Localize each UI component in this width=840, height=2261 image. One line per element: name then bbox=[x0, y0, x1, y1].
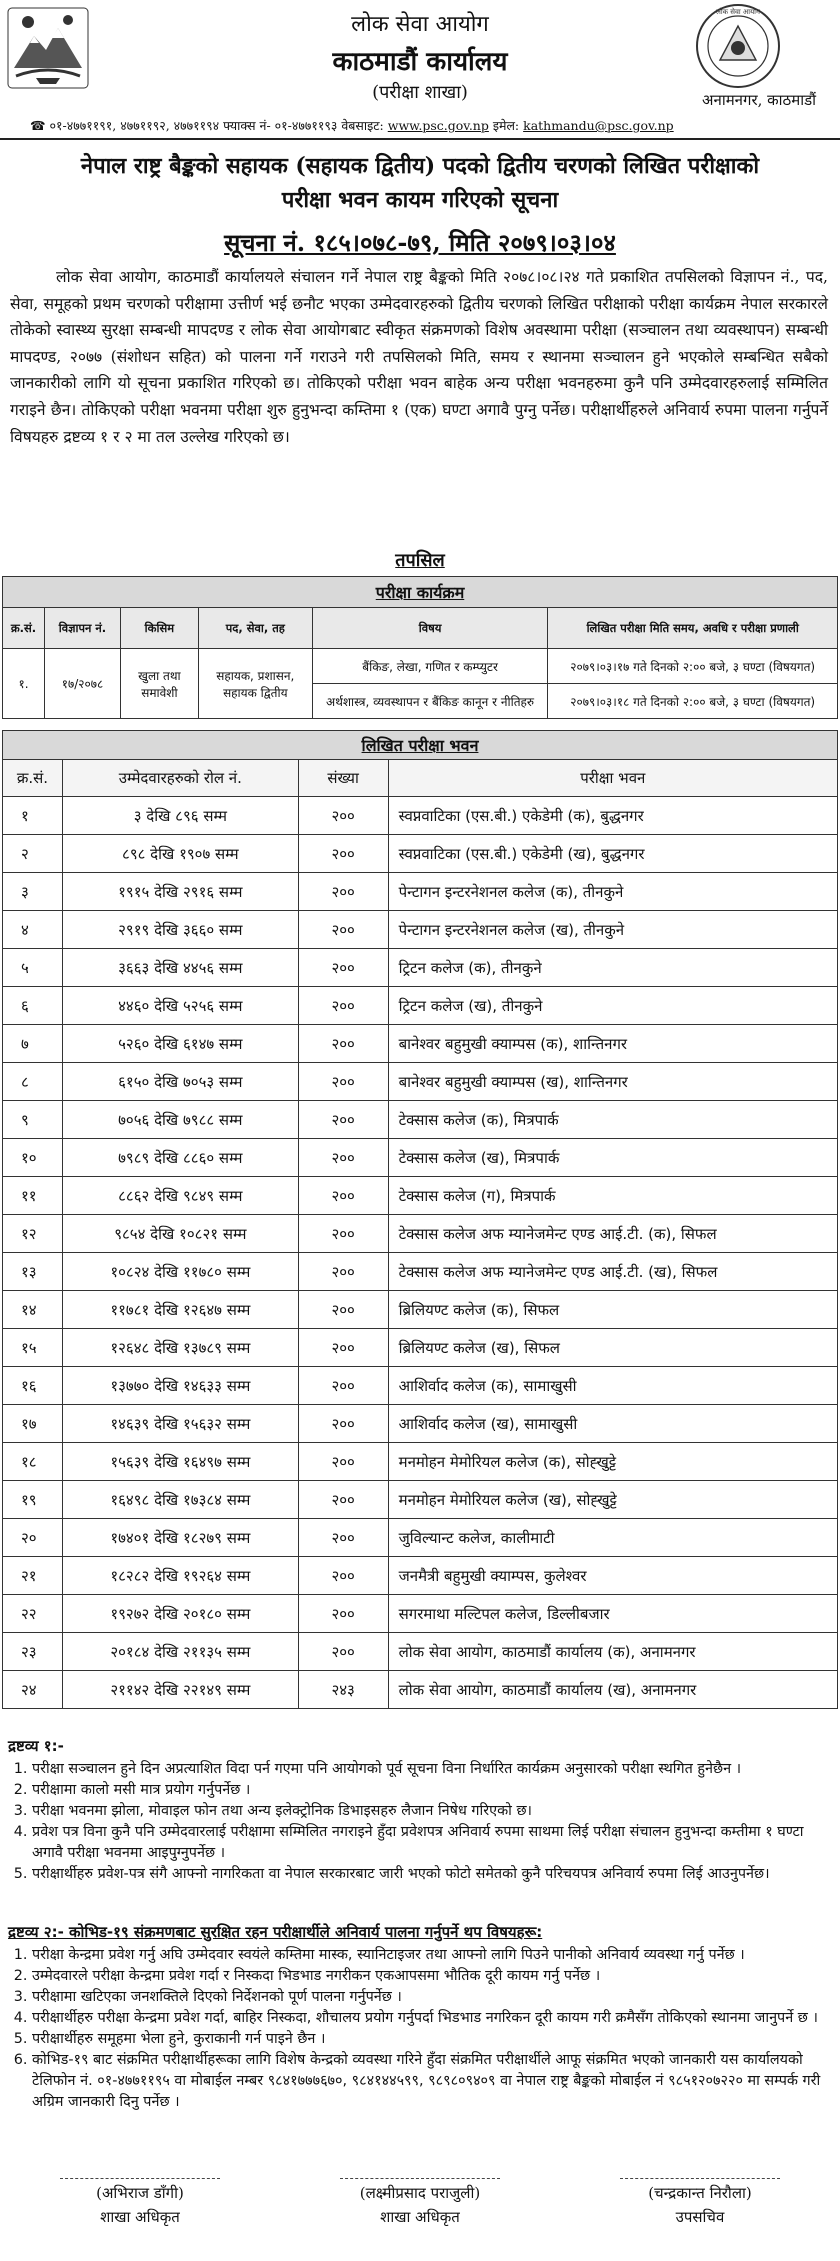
center-sn: ६ bbox=[3, 987, 63, 1025]
roll-range: ५२६० देखि ६१४७ सम्म bbox=[62, 1025, 298, 1063]
exam-hall: टेक्सास कलेज (ग), मित्रपार्क bbox=[388, 1177, 837, 1215]
exam-hall: बानेश्वर बहुमुखी क्याम्पस (ख), शान्तिनगर bbox=[388, 1063, 837, 1101]
notice-number-text: सूचना नं. १८५।०७८-७९, मिति २०७९।०३।०४ bbox=[224, 228, 616, 257]
table-row bbox=[3, 649, 838, 684]
title-line-2: परीक्षा भवन कायम गरिएको सूचना bbox=[281, 187, 559, 213]
center-sn: २० bbox=[3, 1519, 63, 1557]
exam-hall: ब्रिलियण्ट कलेज (ख), सिफल bbox=[388, 1329, 837, 1367]
col-header: उम्मेदवारहरुको रोल नं. bbox=[62, 760, 298, 797]
table-row bbox=[3, 1557, 838, 1595]
roll-range: १०८२४ देखि ११७८० सम्म bbox=[62, 1253, 298, 1291]
program-schedule: २०७९।०३।१७ गते दिनको २:०० बजे, ३ घण्टा (विषयगत) bbox=[548, 649, 838, 684]
note-2-heading: द्रष्टव्य २:- कोभिड-१९ संक्रमणबाट सुरक्षित रहन परीक्षार्थीले अनिवार्य पालना गर्नुपर्ने थप विषयहरू: bbox=[8, 1923, 543, 1941]
roll-range: १४६३९ देखि १५६३२ सम्म bbox=[62, 1405, 298, 1443]
center-sn: १६ bbox=[3, 1367, 63, 1405]
exam-hall: लोक सेवा आयोग, काठमाडौं कार्यालय (ख), अनामनगर bbox=[388, 1671, 837, 1709]
roll-range: २११४२ देखि २२१४९ सम्म bbox=[62, 1671, 298, 1709]
candidate-count: २०० bbox=[298, 1519, 388, 1557]
candidate-count: २०० bbox=[298, 949, 388, 987]
note-item: 5. परीक्षार्थीहरु प्रवेश-पत्र संगै आफ्नो नागरिकता वा नेपाल सरकारबाट जारी भएको फोटो समेतको कुनै परिचयपत्र अनिवार्य रुपमा लिई आउनुपर्नेछ। bbox=[32, 1864, 828, 1885]
table-row bbox=[3, 1481, 838, 1519]
center-sn: २२ bbox=[3, 1595, 63, 1633]
col-header: लिखित परीक्षा मिति समय, अवधि र परीक्षा प्रणाली bbox=[548, 608, 838, 649]
exam-centers-table bbox=[2, 730, 838, 1709]
signatory-name: (अभिराज डाँगी) bbox=[96, 2184, 184, 2202]
center-sn: २४ bbox=[3, 1671, 63, 1709]
candidate-count: २०० bbox=[298, 1329, 388, 1367]
table-row bbox=[3, 1215, 838, 1253]
candidate-count: २०० bbox=[298, 835, 388, 873]
center-sn: ९ bbox=[3, 1101, 63, 1139]
note-2-list bbox=[8, 1945, 828, 2113]
signature-block bbox=[320, 2178, 520, 2229]
note-item: 1. परीक्षा केन्द्रमा प्रवेश गर्नु अघि उम्मेदवार स्वयंले कम्तिमा मास्क, स्यानिटाइजर तथा आफ्नो लागि पिउने पानीको अनिवार्य व्यवस्था गर्नु पर्नेछ । bbox=[32, 1945, 828, 1966]
roll-range: १८२८२ देखि १९२६४ सम्म bbox=[62, 1557, 298, 1595]
candidate-count: २०० bbox=[298, 1177, 388, 1215]
col-header: विज्ञापन नं. bbox=[44, 608, 120, 649]
exam-hall: आशिर्वाद कलेज (क), सामाखुसी bbox=[388, 1367, 837, 1405]
signatory-name: (चन्द्रकान्त निरौला) bbox=[648, 2184, 752, 2202]
table-row bbox=[3, 1595, 838, 1633]
table-row bbox=[3, 1177, 838, 1215]
candidate-count: २०० bbox=[298, 1101, 388, 1139]
header-divider bbox=[0, 138, 840, 140]
col-header: क्र.सं. bbox=[3, 760, 63, 797]
roll-range: ४४६० देखि ५२५६ सम्म bbox=[62, 987, 298, 1025]
roll-range: ३ देखि ८९६ सम्म bbox=[62, 797, 298, 835]
roll-range: ७९८९ देखि ८८६० सम्म bbox=[62, 1139, 298, 1177]
contact-phones: ☎ ०१-४७७११९१, ४७७११९२, ४७७११९४ फ्याक्स नं- ०१-४७७११९३ वेबसाइट: bbox=[30, 118, 388, 133]
table-row bbox=[3, 1405, 838, 1443]
col-header: संख्या bbox=[298, 760, 388, 797]
candidate-count: २०० bbox=[298, 1253, 388, 1291]
program-subject: बैंकिङ, लेखा, गणित र कम्प्युटर bbox=[312, 649, 548, 684]
email-link[interactable]: kathmandu@psc.gov.np bbox=[523, 118, 674, 133]
note-1-heading: द्रष्टव्य १:- bbox=[8, 1737, 64, 1755]
signatory-name: (लक्ष्मीप्रसाद पराजुली) bbox=[359, 2184, 481, 2202]
center-sn: १४ bbox=[3, 1291, 63, 1329]
center-sn: १५ bbox=[3, 1329, 63, 1367]
table-row bbox=[3, 1443, 838, 1481]
program-subject: अर्थशास्त्र, व्यवस्थापन र बैंकिङ कानून र नीतिहरु bbox=[312, 684, 548, 719]
title-line-1: नेपाल राष्ट्र बैङ्कको सहायक (सहायक द्वितीय) पदको द्वितीय चरणको लिखित परीक्षाको bbox=[80, 153, 760, 179]
roll-range: १७४०१ देखि १८२७९ सम्म bbox=[62, 1519, 298, 1557]
center-sn: १९ bbox=[3, 1481, 63, 1519]
table-row bbox=[3, 1329, 838, 1367]
candidate-count: २०० bbox=[298, 873, 388, 911]
note-2 bbox=[8, 1922, 828, 2113]
office-location: अनामनगर, काठमाडौं bbox=[702, 91, 816, 109]
table-row bbox=[3, 1671, 838, 1709]
center-sn: २१ bbox=[3, 1557, 63, 1595]
table-row bbox=[3, 1519, 838, 1557]
roll-range: ३६६३ देखि ४४५६ सम्म bbox=[62, 949, 298, 987]
program-sn: १. bbox=[3, 649, 45, 719]
col-header: परीक्षा भवन bbox=[388, 760, 837, 797]
tapsil-heading: तपसिल bbox=[395, 550, 445, 571]
psc-seal-icon bbox=[694, 2, 782, 90]
exam-hall: जनमैत्री बहुमुखी क्याम्पस, कुलेश्वर bbox=[388, 1557, 837, 1595]
notice-number bbox=[0, 226, 840, 259]
center-sn: ११ bbox=[3, 1177, 63, 1215]
center-sn: १२ bbox=[3, 1215, 63, 1253]
roll-range: १२६४८ देखि १३७८९ सम्म bbox=[62, 1329, 298, 1367]
candidate-count: २०० bbox=[298, 911, 388, 949]
center-sn: १३ bbox=[3, 1253, 63, 1291]
table-row bbox=[3, 835, 838, 873]
candidate-count: २०० bbox=[298, 1405, 388, 1443]
centers-body bbox=[3, 797, 838, 1709]
center-sn: ७ bbox=[3, 1025, 63, 1063]
exam-hall: ब्रिलियण्ट कलेज (क), सिफल bbox=[388, 1291, 837, 1329]
notice-body: लोक सेवा आयोग, काठमाडौं कार्यालयले संचालन गर्ने नेपाल राष्ट्र बैङ्कको मिति २०७८।०८।२४ गते प्रकाशित तपसिलको विज्ञापन नं., पद, सेवा, समूहको प्रथम चरणको परीक्षामा उत्तीर्ण भई छनौट भएका उम्मेदवारहरुको द्वितीय चरणको लिखित परीक्षाको परीक्षा कार्यक्रम नेपाल सरकारले तोकेको स्वास्थ्य सुरक्षा सम्बन्धी मापदण्ड र लोक सेवा आयोगबाट स्वीकृत संक्रमणको विशेष अवस्थामा परीक्षा (सञ्चालन तथा व्यवस्थापन) सम्बन्धी मापदण्ड, २०७७ (संशोधन सहित) को पालना गर्ने गराउने गरी तपसिलको मिति, समय र स्थानमा सञ्चालन हुने भएकोले सम्बन्धित सबैको जानकारीको लागि यो सूचना प्रकाशित गरिएको छ। तोकिएको परीक्षा भवन बाहेक अन्य परीक्षा भवनहरुमा कुनै पनि उम्मेदवारहरुलाई सम्मिलित गराइने छैन। तोकिएको परीक्षा भवनमा परीक्षा शुरु हुनुभन्दा कम्तिमा १ (एक) घण्टा अगावै पुग्नु पर्नेछ। परीक्षार्थीहरुले अनिवार्य रुपमा पालना गर्नुपर्ने विषयहरु द्रष्टव्य १ र २ मा तल उल्लेख गरिएको छ। bbox=[10, 268, 828, 446]
note-item: 4. परीक्षार्थीहरु परीक्षा केन्द्रमा प्रवेश गर्दा, बाहिर निस्कदा, शौचालय प्रयोग गर्नुपर्दा भिडभाड नगरिकन दूरी कायम गरी क्रमैसँग तोकिएको स्थानमा जानुपर्ने छ । bbox=[32, 2008, 828, 2029]
website-link[interactable]: www.psc.gov.np bbox=[387, 118, 489, 133]
branch-name: (परीक्षा शाखा) bbox=[372, 82, 468, 103]
candidate-count: २०० bbox=[298, 797, 388, 835]
program-schedule: २०७९।०३।१८ गते दिनको २:०० बजे, ३ घण्टा (विषयगत) bbox=[548, 684, 838, 719]
candidate-count: २०० bbox=[298, 1481, 388, 1519]
table-row bbox=[3, 987, 838, 1025]
exam-hall: जुविल्यान्ट कलेज, कालीमाटी bbox=[388, 1519, 837, 1557]
signatory-title: शाखा अधिकृत bbox=[380, 2208, 460, 2226]
candidate-count: २०० bbox=[298, 1063, 388, 1101]
col-header: क्र.सं. bbox=[3, 608, 45, 649]
roll-range: १३७७० देखि १४६३३ सम्म bbox=[62, 1367, 298, 1405]
center-sn: २ bbox=[3, 835, 63, 873]
table-row bbox=[3, 911, 838, 949]
col-header: विषय bbox=[312, 608, 548, 649]
candidate-count: २०० bbox=[298, 1443, 388, 1481]
table-row bbox=[3, 873, 838, 911]
centers-caption: लिखित परीक्षा भवन bbox=[3, 731, 838, 760]
exam-hall: टेक्सास कलेज (ख), मित्रपार्क bbox=[388, 1139, 837, 1177]
roll-range: ११७८१ देखि १२६४७ सम्म bbox=[62, 1291, 298, 1329]
center-sn: १८ bbox=[3, 1443, 63, 1481]
candidate-count: २४३ bbox=[298, 1671, 388, 1709]
exam-hall: लोक सेवा आयोग, काठमाडौं कार्यालय (क), अनामनगर bbox=[388, 1633, 837, 1671]
table-row bbox=[3, 1633, 838, 1671]
table-row bbox=[3, 1063, 838, 1101]
center-sn: ३ bbox=[3, 873, 63, 911]
roll-range: २९१९ देखि ३६६० सम्म bbox=[62, 911, 298, 949]
center-sn: ५ bbox=[3, 949, 63, 987]
note-item: 4. प्रवेश पत्र विना कुनै पनि उम्मेदवारलाई परीक्षामा सम्मिलित नगराइने हुँदा प्रवेशपत्र अनिवार्य रुपमा साथमा लिई परीक्षा संचालन हुनुभन्दा कम्तीमा १ घण्टा अगावै परीक्षा भवनमा आइपुग्नुपर्नेछ । bbox=[32, 1822, 828, 1864]
table-row bbox=[3, 949, 838, 987]
exam-hall: स्वप्नवाटिका (एस.बी.) एकेडेमी (क), बुद्धनगर bbox=[388, 797, 837, 835]
roll-range: ७०५६ देखि ७९८८ सम्म bbox=[62, 1101, 298, 1139]
email-label: इमेल: bbox=[488, 118, 524, 133]
exam-hall: ट्रिटन कलेज (ख), तीनकुने bbox=[388, 987, 837, 1025]
program-caption: परीक्षा कार्यक्रम bbox=[3, 577, 838, 608]
note-item: 2. परीक्षामा कालो मसी मात्र प्रयोग गर्नुपर्नेछ । bbox=[32, 1780, 828, 1801]
exam-program-table bbox=[2, 576, 838, 719]
exam-hall: पेन्टागन इन्टरनेशनल कलेज (ख), तीनकुने bbox=[388, 911, 837, 949]
note-item: 3. परीक्षा भवनमा झोला, मोवाइल फोन तथा अन्य इलेक्ट्रोनिक डिभाइसहरु लैजान निषेध गरिएको छ। bbox=[32, 1801, 828, 1822]
table-row bbox=[3, 1291, 838, 1329]
center-sn: ८ bbox=[3, 1063, 63, 1101]
exam-hall: आशिर्वाद कलेज (ख), सामाखुसी bbox=[388, 1405, 837, 1443]
signature-block bbox=[600, 2178, 800, 2229]
center-sn: १७ bbox=[3, 1405, 63, 1443]
signatory-title: शाखा अधिकृत bbox=[100, 2208, 180, 2226]
roll-range: १५६३९ देखि १६४९७ सम्म bbox=[62, 1443, 298, 1481]
candidate-count: २०० bbox=[298, 1557, 388, 1595]
note-item: 6. कोभिड-१९ बाट संक्रमित परीक्षार्थीहरूका लागि विशेष केन्द्रको व्यवस्था गरिने हुँदा संक्रमित परीक्षार्थीले आफू संक्रमित भएको जानकारी यस कार्यालयको टेलिफोन नं. ०१-४७७११९५ वा मोबाईल नम्बर ९८४१७७७६७०, ९८४१४४५९९, ९८९८०९४०९ वा नेपाल राष्ट्र बैङ्कको मोबाईल नं ९८५१२०७२२० मा सम्पर्क गरी अग्रिम जानकारी दिनु पर्नेछ । bbox=[32, 2050, 828, 2113]
table-row bbox=[3, 1253, 838, 1291]
exam-hall: पेन्टागन इन्टरनेशनल कलेज (क), तीनकुने bbox=[388, 873, 837, 911]
candidate-count: २०० bbox=[298, 1215, 388, 1253]
exam-hall: ट्रिटन कलेज (क), तीनकुने bbox=[388, 949, 837, 987]
contact-line bbox=[30, 117, 830, 134]
roll-range: १६४९८ देखि १७३८४ सम्म bbox=[62, 1481, 298, 1519]
col-header: पद, सेवा, तह bbox=[198, 608, 312, 649]
exam-hall: बानेश्वर बहुमुखी क्याम्पस (क), शान्तिनगर bbox=[388, 1025, 837, 1063]
program-post: सहायक, प्रशासन, सहायक द्वितीय bbox=[198, 649, 312, 719]
roll-range: १९२७२ देखि २०१८० सम्म bbox=[62, 1595, 298, 1633]
signature-block bbox=[40, 2178, 240, 2229]
exam-hall: मनमोहन मेमोरियल कलेज (क), सोह्खुट्टे bbox=[388, 1443, 837, 1481]
note-item: 5. परीक्षार्थीहरु समूहमा भेला हुने, कुराकानी गर्न पाइने छैन । bbox=[32, 2029, 828, 2050]
seal-text: लोक सेवा आयोग bbox=[716, 8, 760, 16]
org-name: लोक सेवा आयोग bbox=[351, 12, 489, 37]
roll-range: ६१५० देखि ७०५३ सम्म bbox=[62, 1063, 298, 1101]
candidate-count: २०० bbox=[298, 987, 388, 1025]
col-header: किसिम bbox=[120, 608, 198, 649]
roll-range: ८९८ देखि १९०७ सम्म bbox=[62, 835, 298, 873]
exam-hall: टेक्सास कलेज (क), मित्रपार्क bbox=[388, 1101, 837, 1139]
center-sn: २३ bbox=[3, 1633, 63, 1671]
office-name: काठमाडौं कार्यालय bbox=[332, 47, 508, 77]
table-row bbox=[3, 1139, 838, 1177]
center-sn: ४ bbox=[3, 911, 63, 949]
roll-range: ८८६२ देखि ९८४९ सम्म bbox=[62, 1177, 298, 1215]
program-type: खुला तथा समावेशी bbox=[120, 649, 198, 719]
note-1-list bbox=[8, 1759, 828, 1885]
exam-hall: मनमोहन मेमोरियल कलेज (ख), सोह्खुट्टे bbox=[388, 1481, 837, 1519]
table-row bbox=[3, 1025, 838, 1063]
note-1 bbox=[8, 1736, 828, 1885]
exam-hall: स्वप्नवाटिका (एस.बी.) एकेडेमी (ख), बुद्धनगर bbox=[388, 835, 837, 873]
candidate-count: २०० bbox=[298, 1291, 388, 1329]
exam-hall: टेक्सास कलेज अफ म्यानेजमेन्ट एण्ड आई.टी. (ख), सिफल bbox=[388, 1253, 837, 1291]
program-adv-no: १७/२०७८ bbox=[44, 649, 120, 719]
table-row bbox=[3, 1367, 838, 1405]
exam-hall: सगरमाथा मल्टिपल कलेज, डिल्लीबजार bbox=[388, 1595, 837, 1633]
signatory-title: उपसचिव bbox=[675, 2208, 725, 2226]
note-item: 2. उम्मेदवारले परीक्षा केन्द्रमा प्रवेश गर्दा र निस्कदा भिडभाड नगरीकन एकआपसमा भौतिक दूरी कायम गर्नु पर्नेछ । bbox=[32, 1966, 828, 1987]
roll-range: १९१५ देखि २९१६ सम्म bbox=[62, 873, 298, 911]
candidate-count: २०० bbox=[298, 1139, 388, 1177]
roll-range: २०१८४ देखि २११३५ सम्म bbox=[62, 1633, 298, 1671]
letterhead bbox=[0, 0, 840, 140]
center-sn: १० bbox=[3, 1139, 63, 1177]
table-row bbox=[3, 1101, 838, 1139]
candidate-count: २०० bbox=[298, 1595, 388, 1633]
exam-hall: टेक्सास कलेज अफ म्यानेजमेन्ट एण्ड आई.टी. (क), सिफल bbox=[388, 1215, 837, 1253]
note-item: 3. परीक्षामा खटिएका जनशक्तिले दिएको निर्देशनको पूर्ण पालना गर्नुपर्नेछ । bbox=[32, 1987, 828, 2008]
center-sn: १ bbox=[3, 797, 63, 835]
candidate-count: २०० bbox=[298, 1367, 388, 1405]
candidate-count: २०० bbox=[298, 1025, 388, 1063]
table-row bbox=[3, 797, 838, 835]
signatures bbox=[0, 2178, 840, 2248]
roll-range: ९८५४ देखि १०८२१ सम्म bbox=[62, 1215, 298, 1253]
note-item: 1. परीक्षा सञ्चालन हुने दिन अप्रत्याशित विदा पर्न गएमा पनि आयोगको पूर्व सूचना विना निर्धारित कार्यक्रम अनुसारको परीक्षा स्थगित हुनेछैन । bbox=[32, 1759, 828, 1780]
candidate-count: २०० bbox=[298, 1633, 388, 1671]
